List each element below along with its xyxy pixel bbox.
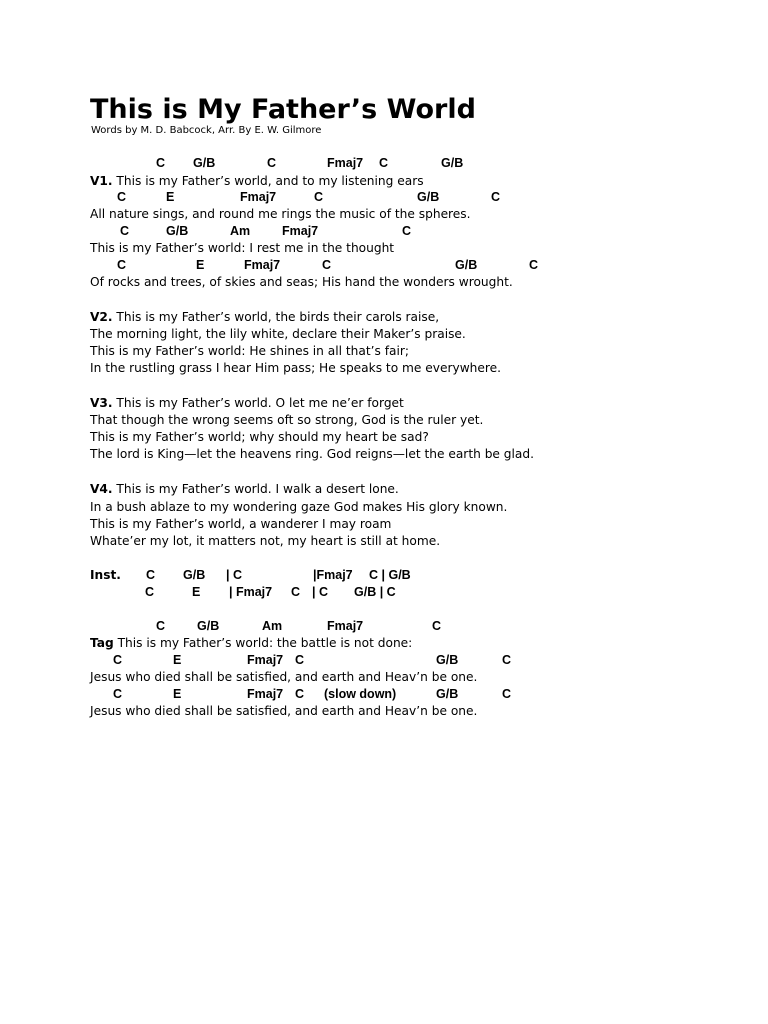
chord: E: [196, 258, 205, 272]
lyric-line: This is my Father’s world, a wanderer I may roam: [90, 517, 392, 531]
chord: C: [117, 258, 127, 272]
chord: C: [432, 619, 442, 633]
inst-label: Inst.: [90, 568, 121, 582]
chord: C: [402, 224, 412, 238]
lyric-text: This is my Father’s world, and to my listening ears: [116, 174, 424, 188]
chord: C: [145, 585, 155, 599]
verse-label: V3.: [90, 396, 113, 410]
chord: G/B: [166, 224, 189, 238]
lyric-line: This is my Father’s world; why should my heart be sad?: [90, 430, 429, 444]
chord: C: [379, 156, 389, 170]
chord: C: [156, 619, 166, 633]
chord: C: [156, 156, 166, 170]
chord: E: [173, 687, 182, 701]
lyric-text: This is my Father’s world. O let me ne’er forget: [116, 396, 404, 410]
chord: C: [314, 190, 324, 204]
lyric-line: That though the wrong seems oft so strong, God is the ruler yet.: [90, 413, 484, 427]
verse-label: V2.: [90, 310, 113, 324]
lyric-line: This is my Father’s world: I rest me in the thought: [90, 241, 395, 255]
lyric-line: [90, 481, 399, 497]
chord: C: [117, 190, 127, 204]
chord: G/B: [183, 568, 206, 582]
chord: Fmaj7: [247, 653, 284, 667]
chord: Fmaj7: [244, 258, 281, 272]
chord: | C: [226, 568, 242, 582]
lyric-line: [90, 173, 424, 189]
lyric-line: Jesus who died shall be satisfied, and earth and Heav’n be one.: [90, 704, 478, 718]
chord: Am: [262, 619, 283, 633]
lyric-text: This is my Father’s world, the birds their carols raise,: [116, 310, 440, 324]
chord: G/B: [441, 156, 464, 170]
lyric-line: Whate’er my lot, it matters not, my heart is still at home.: [90, 534, 441, 548]
lyric-line: [90, 635, 412, 651]
chord: G/B | C: [354, 585, 396, 599]
performance-note: (slow down): [324, 687, 397, 701]
chord: G/B: [436, 687, 459, 701]
tag-label: Tag: [90, 636, 114, 650]
lyric-line: In the rustling grass I hear Him pass; He speaks to me everywhere.: [90, 361, 502, 375]
chord: C: [529, 258, 539, 272]
chord: | C: [312, 585, 328, 599]
lyric-line: [90, 395, 404, 411]
chord: C: [120, 224, 130, 238]
chord: C | G/B: [369, 568, 411, 582]
chord: |Fmaj7: [313, 568, 353, 582]
chord: E: [166, 190, 175, 204]
chord: C: [491, 190, 501, 204]
lyric-line: All nature sings, and round me rings the music of the spheres.: [90, 207, 471, 221]
chord: C: [113, 653, 123, 667]
chord: E: [192, 585, 201, 599]
chord: C: [322, 258, 332, 272]
chord: | Fmaj7: [229, 585, 273, 599]
chord: C: [267, 156, 277, 170]
chord: Fmaj7: [247, 687, 284, 701]
chord: C: [502, 687, 512, 701]
chord: G/B: [455, 258, 478, 272]
lyric-line: Of rocks and trees, of skies and seas; His hand the wonders wrought.: [90, 275, 513, 289]
chord: C: [291, 585, 301, 599]
chord: G/B: [436, 653, 459, 667]
lyric-line: The lord is King—let the heavens ring. God reigns—let the earth be glad.: [90, 447, 535, 461]
chord: C: [295, 687, 305, 701]
chord: Fmaj7: [282, 224, 319, 238]
chord: C: [502, 653, 512, 667]
lyric-line: Jesus who died shall be satisfied, and earth and Heav’n be one.: [90, 670, 478, 684]
lyric-line: This is my Father’s world: He shines in all that’s fair;: [90, 344, 410, 358]
lyric-line: [90, 309, 439, 325]
chord: Fmaj7: [327, 156, 364, 170]
chord: C: [295, 653, 305, 667]
verse-label: V1.: [90, 174, 113, 188]
lyric-text: This is my Father’s world. I walk a desert lone.: [116, 482, 399, 496]
chord: Fmaj7: [327, 619, 364, 633]
lyric-line: In a bush ablaze to my wondering gaze God makes His glory known.: [90, 500, 508, 514]
chord: Am: [230, 224, 251, 238]
song-title: This is My Father’s World: [90, 94, 476, 125]
chord: C: [146, 568, 156, 582]
lyric-text: This is my Father’s world: the battle is not done:: [117, 636, 413, 650]
song-credits: Words by M. D. Babcock, Arr. By E. W. Gilmore: [91, 125, 322, 136]
chord: G/B: [193, 156, 216, 170]
chord: E: [173, 653, 182, 667]
chord: G/B: [417, 190, 440, 204]
chord: Fmaj7: [240, 190, 277, 204]
chord: C: [113, 687, 123, 701]
chord: G/B: [197, 619, 220, 633]
lyric-line: The morning light, the lily white, declare their Maker’s praise.: [90, 327, 466, 341]
verse-label: V4.: [90, 482, 113, 496]
